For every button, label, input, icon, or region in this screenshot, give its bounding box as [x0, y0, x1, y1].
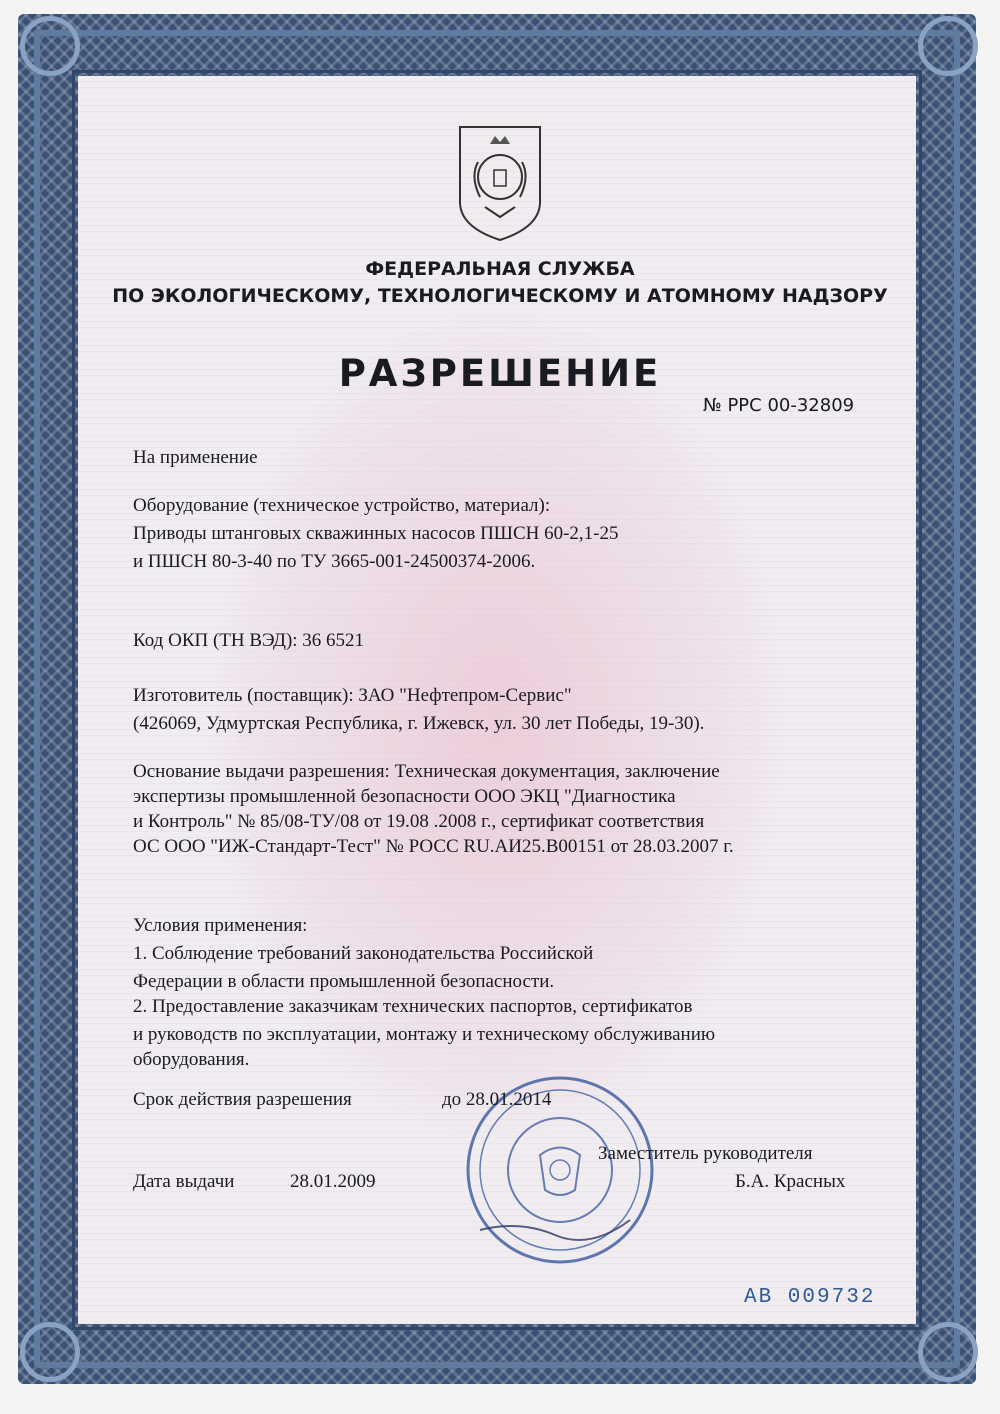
corner-ornament-bottom-right: [918, 1322, 978, 1382]
conditions-line4: и руководств по эксплуатации, монтажу и техническому обслуживанию: [133, 1024, 716, 1045]
corner-ornament-top-right: [918, 16, 978, 76]
conditions-line3: 2. Предоставление заказчикам технических паспортов, сертификатов: [133, 996, 693, 1017]
basis-line2: экспертизы промышленной безопасности ООО ЭКЦ "Диагностика: [133, 786, 676, 807]
conditions-title: Условия применения:: [133, 915, 308, 936]
conditions-line2: Федерации в области промышленной безопасности.: [133, 971, 555, 992]
agency-name-line1: ФЕДЕРАЛЬНАЯ СЛУЖБА: [365, 258, 635, 280]
basis-line1: Основание выдачи разрешения: Техническая документация, заключение: [133, 761, 720, 782]
conditions-line1: 1. Соблюдение требований законодательства Российской: [133, 943, 594, 964]
okp-code: Код ОКП (ТН ВЭД): 36 6521: [133, 630, 365, 651]
agency-name-line2: ПО ЭКОЛОГИЧЕСКОМУ, ТЕХНОЛОГИЧЕСКОМУ И АТОМНОМУ НАДЗОРУ: [112, 285, 888, 307]
coat-of-arms-icon: [450, 122, 550, 242]
manufacturer-line2: (426069, Удмуртская Республика, г. Ижевск, ул. 30 лет Победы, 19-30).: [133, 713, 705, 734]
purpose-label: На применение: [133, 447, 258, 468]
manufacturer-line1: Изготовитель (поставщик): ЗАО "Нефтепром-Сервис": [133, 685, 572, 706]
issue-date-value: 28.01.2009: [290, 1171, 376, 1192]
document-title: РАЗРЕШЕНИЕ: [338, 352, 662, 395]
signatory-position: Заместитель руководителя: [598, 1143, 813, 1164]
conditions-line5: оборудования.: [133, 1049, 250, 1070]
equipment-line1: Оборудование (техническое устройство, материал):: [133, 495, 551, 516]
corner-ornament-bottom-left: [20, 1322, 80, 1382]
blank-serial-number: АВ 009732: [744, 1286, 876, 1309]
document-number: № РРС 00-32809: [703, 395, 855, 416]
equipment-line3: и ПШСН 80-3-40 по ТУ 3665-001-24500374-2006.: [133, 551, 536, 572]
basis-line3: и Контроль" № 85/08-ТУ/08 от 19.08 .2008 г., сертификат соответствия: [133, 811, 705, 832]
equipment-line2: Приводы штанговых скважинных насосов ПШСН 60-2,1-25: [133, 523, 619, 544]
issue-date-label: Дата выдачи: [133, 1171, 235, 1192]
corner-ornament-top-left: [20, 16, 80, 76]
validity-date: до 28.01.2014: [442, 1089, 552, 1110]
validity-label: Срок действия разрешения: [133, 1089, 352, 1110]
basis-line4: ОС ООО "ИЖ-Стандарт-Тест" № РОСС RU.АИ25.В00151 от 28.03.2007 г.: [133, 836, 734, 857]
signatory-name: Б.А. Красных: [735, 1171, 846, 1192]
